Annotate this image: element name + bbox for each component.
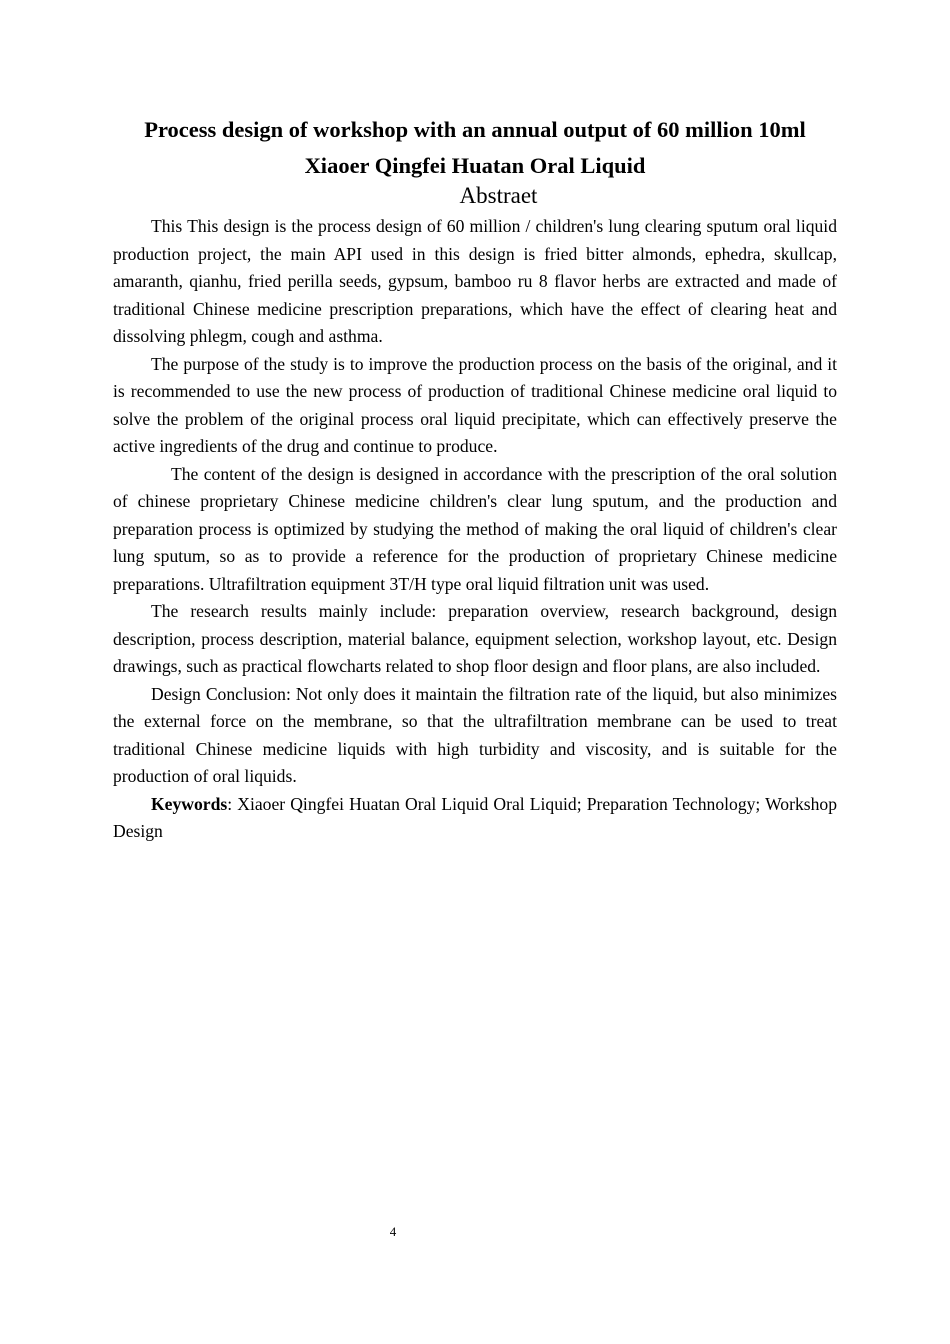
title-line-1: Process design of workshop with an annual output of 60 million 10ml — [144, 117, 806, 142]
keywords-paragraph — [113, 791, 837, 846]
abstract-paragraph-2: The purpose of the study is to improve the production process on the basis of the original, and it is recommended to use the new process of production of traditional Chinese medicine oral liquid to solve the problem of the original process oral liquid precipitate, which can effectively preserve the active ingredients of the drug and continue to produce. — [113, 353, 837, 456]
abstract-paragraph-1: This This design is the process design of 60 million / children's lung clearing sputum oral liquid production project, the main API used in this design is fried bitter almonds, ephedra, skullcap, amaranth, qianhu, fried perilla seeds, gypsum, bamboo ru 8 flavor herbs are extracted and made of traditional Chinese medicine prescription preparations, which have the effect of clearing heat and dissolving phlegm, cough and asthma. — [113, 216, 837, 346]
abstract-paragraph-3: The content of the design is designed in accordance with the prescription of the oral solution of chinese proprietary Chinese medicine children's clear lung sputum, and the production and preparation process is optimized by studying the method of making the oral liquid of children's clear lung sputum, so as to provide a reference for the production of proprietary Chinese medicine preparations. Ultrafiltration equipment 3T/H type oral liquid filtration unit was used. — [113, 463, 837, 594]
keywords-label: Keywords — [151, 793, 228, 814]
abstract-heading: Abstraet — [459, 183, 538, 208]
document-title — [100, 112, 850, 184]
title-line-2: Xiaoer Qingfei Huatan Oral Liquid — [304, 153, 646, 178]
abstract-body — [113, 213, 837, 846]
page-number: 4 — [389, 1224, 397, 1239]
abstract-paragraph-5: Design Conclusion: Not only does it maintain the filtration rate of the liquid, but also minimizes the external force on the membrane, so that the ultrafiltration membrane can be used to treat traditional Chinese medicine liquids with high turbidity and viscosity, and is suitable for the production of oral liquids. — [113, 683, 837, 786]
keywords-text: : Xiaoer Qingfei Huatan Oral Liquid Oral Liquid; Preparation Technology; Workshop Design — [113, 793, 837, 841]
abstract-paragraph-4: The research results mainly include: preparation overview, research background, design description, process description, material balance, equipment selection, workshop layout, etc. Design drawings, such as practical flowcharts related to shop floor design and floor plans, are also included. — [113, 601, 837, 676]
